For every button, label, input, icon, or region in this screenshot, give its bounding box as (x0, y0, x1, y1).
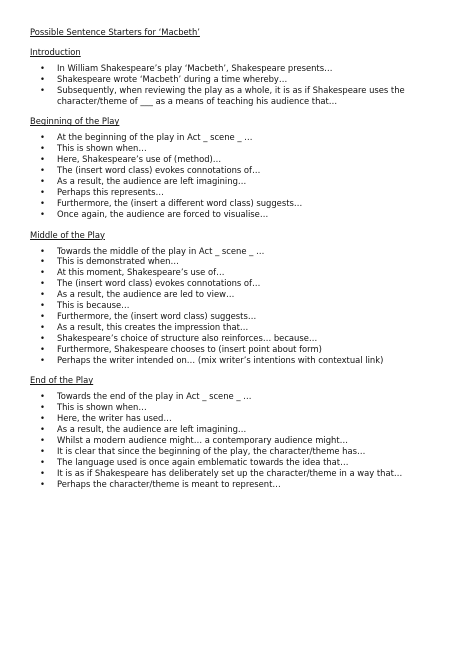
list-item-text: Shakespeare wrote ‘Macbeth’ during a time whereby… (57, 73, 288, 84)
section-heading-beginning-of-play: Beginning of the Play (30, 116, 120, 127)
document-title: Possible Sentence Starters for ‘Macbeth’ (30, 27, 200, 37)
list-item-text: This is because… (57, 300, 130, 311)
list-item (30, 267, 444, 278)
list-item-text: Perhaps the writer intended on… (mix writer’s intentions with contextual link) (57, 354, 384, 365)
bullet-icon: • (40, 143, 45, 154)
list-item (30, 322, 444, 333)
list-item-text: Whilst a modern audience might… a contemporary audience might… (57, 435, 348, 445)
list-item (30, 479, 444, 490)
bullet-icon: • (40, 435, 45, 445)
bullet-icon: • (40, 343, 45, 354)
list-item-text: At this moment, Shakespeare’s use of… (57, 267, 225, 278)
bullet-list-introduction (30, 63, 444, 107)
bullet-icon: • (40, 310, 45, 321)
list-item-text: Towards the middle of the play in Act _ scene _ … (57, 245, 265, 256)
list-item (30, 85, 444, 107)
list-item (30, 289, 444, 300)
bullet-icon: • (40, 132, 45, 143)
list-item-text: The language used is once again emblematic towards the idea that… (57, 456, 349, 467)
section-introduction (30, 47, 444, 107)
bullet-icon: • (40, 413, 45, 424)
bullet-icon: • (40, 456, 45, 467)
list-item-text: Subsequently, when reviewing the play as a whole, it is as if Shakespeare uses the character/theme of ___ as a means of teaching his audience that… (57, 84, 405, 106)
list-item (30, 246, 444, 257)
section-beginning-of-play (30, 116, 444, 219)
list-item (30, 402, 444, 413)
bullet-icon: • (40, 402, 45, 413)
bullet-icon: • (40, 278, 45, 289)
bullet-icon: • (40, 84, 45, 95)
list-item (30, 176, 444, 187)
list-item (30, 74, 444, 85)
list-item (30, 63, 444, 74)
list-item (30, 311, 444, 322)
list-item (30, 413, 444, 424)
bullet-list-beginning-of-play (30, 132, 444, 219)
list-item (30, 333, 444, 344)
list-item (30, 435, 444, 446)
list-item-text: Once again, the audience are forced to visualise… (57, 208, 269, 219)
list-item-text: This is shown when… (57, 143, 147, 154)
bullet-icon: • (40, 62, 45, 73)
section-heading-end-of-play: End of the Play (30, 375, 94, 386)
bullet-icon: • (40, 424, 45, 435)
bullet-icon: • (40, 445, 45, 456)
list-item (30, 344, 444, 355)
list-item (30, 165, 444, 176)
bullet-icon: • (40, 332, 45, 343)
list-item (30, 132, 444, 143)
list-item (30, 209, 444, 220)
bullet-icon: • (40, 391, 45, 402)
bullet-icon: • (40, 175, 45, 186)
list-item (30, 457, 444, 468)
list-item-text: As a result, this creates the impression that… (57, 321, 249, 332)
bullet-list-middle-of-play (30, 246, 444, 366)
bullet-icon: • (40, 73, 45, 84)
bullet-icon: • (40, 478, 45, 489)
list-item-text: Furthermore, the (insert word class) suggests… (57, 310, 257, 321)
section-heading-introduction: Introduction (30, 46, 81, 57)
list-item-text: Furthermore, the (insert a different word class) suggests… (57, 197, 303, 208)
list-item-text: At the beginning of the play in Act _ scene _ … (57, 132, 253, 143)
list-item-text: In William Shakespeare’s play ‘Macbeth’, Shakespeare presents… (57, 62, 333, 73)
list-item-text: Perhaps this represents… (57, 186, 164, 197)
list-item-text: Here, the writer has used… (57, 413, 172, 424)
list-item-text: Here, Shakespeare’s use of (method)… (57, 154, 222, 165)
list-item-text: Shakespeare’s choice of structure also reinforces… because… (57, 332, 318, 343)
bullet-icon: • (40, 186, 45, 197)
list-item-text: The (insert word class) evokes connotations of… (57, 278, 261, 289)
list-item-text: As a result, the audience are left imagining… (57, 424, 247, 435)
bullet-icon: • (40, 467, 45, 478)
bullet-icon: • (40, 197, 45, 208)
list-item (30, 468, 444, 479)
list-item-text: It is as if Shakespeare has deliberately set up the character/theme in a way that… (57, 467, 403, 478)
bullet-icon: • (40, 354, 45, 365)
bullet-icon: • (40, 208, 45, 219)
bullet-icon: • (40, 245, 45, 256)
list-item-text: As a result, the audience are led to view… (57, 289, 235, 300)
list-item (30, 256, 444, 267)
list-item (30, 143, 444, 154)
list-item (30, 278, 444, 289)
list-item (30, 446, 444, 457)
bullet-icon: • (40, 256, 45, 267)
list-item (30, 198, 444, 209)
list-item (30, 300, 444, 311)
section-middle-of-play (30, 230, 444, 366)
list-item (30, 187, 444, 198)
bullet-icon: • (40, 300, 45, 311)
bullet-icon: • (40, 165, 45, 176)
list-item-text: As a result, the audience are left imagining… (57, 175, 247, 186)
list-item-text: Perhaps the character/theme is meant to represent… (57, 478, 281, 489)
list-item (30, 154, 444, 165)
list-item-text: Furthermore, Shakespeare chooses to (insert point about form) (57, 343, 322, 354)
list-item-text: This is demonstrated when… (57, 256, 179, 267)
list-item (30, 355, 444, 366)
list-item-text: The (insert word class) evokes connotations of… (57, 165, 261, 176)
list-item (30, 391, 444, 402)
section-heading-middle-of-play: Middle of the Play (30, 229, 105, 240)
bullet-icon: • (40, 321, 45, 332)
list-item (30, 424, 444, 435)
bullet-icon: • (40, 267, 45, 278)
list-item-text: It is clear that since the beginning of the play, the character/theme has… (57, 445, 366, 456)
bullet-list-end-of-play (30, 391, 444, 489)
list-item-text: This is shown when… (57, 402, 147, 413)
section-end-of-play (30, 375, 444, 489)
list-item-text: Towards the end of the play in Act _ scene _ … (57, 391, 252, 402)
bullet-icon: • (40, 154, 45, 165)
bullet-icon: • (40, 289, 45, 300)
